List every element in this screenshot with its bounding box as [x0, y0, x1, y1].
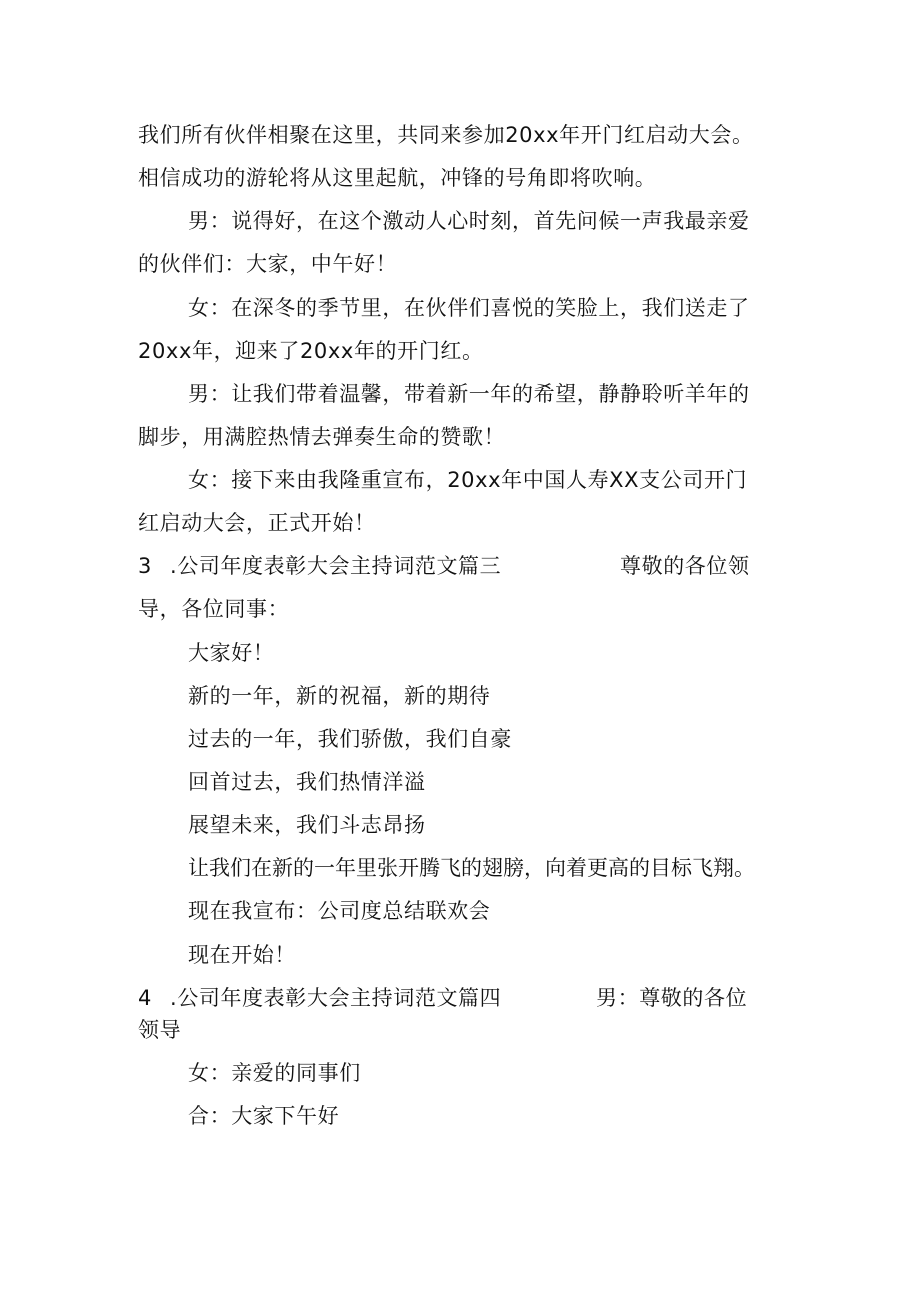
- section-heading-3: [138, 551, 501, 581]
- paragraph-line: 20xx年，迎来了20xx年的开门红。: [138, 339, 484, 363]
- paragraph-line: 女：接下来由我隆重宣布，20xx年中国人寿XX支公司开门: [188, 468, 748, 492]
- paragraph-line: 回首过去，我们热情洋溢: [188, 770, 426, 794]
- section-title: .公司年度表彰大会主持词范文篇三: [169, 554, 502, 578]
- section-trailing-text: 尊敬的各位领: [620, 554, 750, 578]
- paragraph-line: 红启动大会，正式开始！: [138, 511, 376, 535]
- paragraph-line: 导，各位同事：: [138, 597, 290, 621]
- paragraph-line: 女：亲爱的同事们: [188, 1061, 361, 1085]
- paragraph-line: 新的一年，新的祝福，新的期待: [188, 684, 491, 708]
- paragraph-line: 男：说得好，在这个激动人心时刻，首先问候一声我最亲爱: [188, 209, 750, 233]
- paragraph-line: 展望未来，我们斗志昂扬: [188, 813, 426, 837]
- section-trailing-text: 男：尊敬的各位: [596, 986, 748, 1010]
- paragraph-line: 我们所有伙伴相聚在这里，共同来参加20xx年开门红启动大会。: [138, 123, 754, 147]
- section-number: 3: [138, 554, 152, 578]
- paragraph-line: 合：大家下午好: [188, 1104, 340, 1128]
- paragraph-line: 女：在深冬的季节里，在伙伴们喜悦的笑脸上，我们送走了: [188, 296, 750, 320]
- paragraph-line: 男：让我们带着温馨，带着新一年的希望，静静聆听羊年的: [188, 382, 750, 406]
- paragraph-line: 相信成功的游轮将从这里起航，冲锋的号角即将吹响。: [138, 166, 657, 190]
- section-title: .公司年度表彰大会主持词范文篇四: [169, 986, 502, 1010]
- paragraph-line: 现在我宣布：公司度总结联欢会: [188, 899, 491, 923]
- paragraph-line: 现在开始！: [188, 943, 296, 967]
- paragraph-line: 大家好！: [188, 641, 275, 665]
- paragraph-line: 脚步，用满腔热情去弹奏生命的赞歌！: [138, 425, 506, 449]
- paragraph-line: 让我们在新的一年里张开腾飞的翅膀，向着更高的目标飞翔。: [188, 856, 755, 880]
- section-number: 4: [138, 986, 152, 1010]
- paragraph-line: 领导: [138, 1018, 182, 1042]
- paragraph-line: 的伙伴们：大家，中午好！: [138, 252, 398, 276]
- paragraph-line: 过去的一年，我们骄傲，我们自豪: [188, 727, 512, 751]
- section-heading-4: [138, 983, 501, 1013]
